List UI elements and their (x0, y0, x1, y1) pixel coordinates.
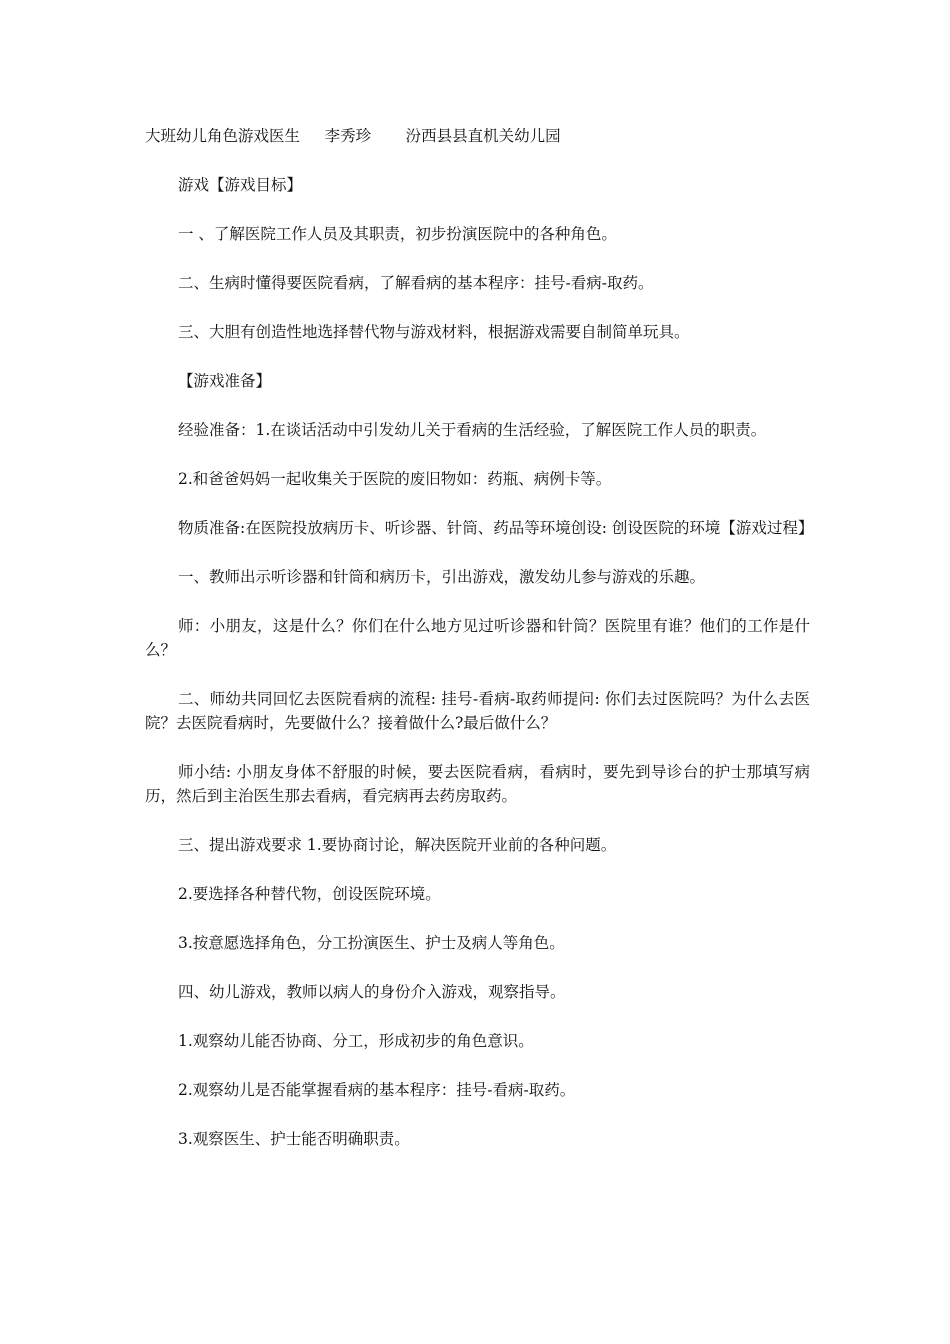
goal-item-1: 一 、了解医院工作人员及其职责，初步扮演医院中的各种角色。 (178, 225, 617, 243)
process-step-1: 一、教师出示听诊器和针筒和病历卡，引出游戏，激发幼儿参与游戏的乐趣。 (178, 568, 706, 586)
preparation-experience: 经验准备：1.在谈话活动中引发幼儿关于看病的生活经验，了解医院工作人员的职责。 (178, 421, 767, 439)
observation-3: 3.观察医生、护士能否明确职责。 (178, 1130, 410, 1148)
organization-name: 汾西县县直机关幼儿园 (405, 127, 561, 145)
section-heading-preparation: 【游戏准备】 (178, 372, 272, 390)
process-step-4: 四、幼儿游戏，教师以病人的身份介入游戏，观察指导。 (178, 983, 566, 1001)
goal-item-2: 二、生病时懂得要医院看病，了解看病的基本程序：挂号-看病-取药。 (178, 274, 654, 292)
requirement-3: 3.按意愿选择角色，分工扮演医生、护士及病人等角色。 (178, 934, 565, 952)
goal-item-3: 三、大胆有创造性地选择替代物与游戏材料，根据游戏需要自制简单玩具。 (178, 323, 690, 341)
observation-1: 1.观察幼儿能否协商、分工，形成初步的角色意识。 (178, 1032, 534, 1050)
process-step-2: 二、师幼共同回忆去医院看病的流程: 挂号-看病-取药师提问: 你们去过医院吗？为什么去医院？去医院看病时，先要做什么？接着做什么?最后做什么？ (145, 690, 810, 732)
process-step-3: 三、提出游戏要求 1.要协商讨论，解决医院开业前的各种问题。 (178, 836, 617, 854)
document-body (145, 124, 814, 1176)
teacher-summary: 师小结: 小朋友身体不舒服的时候，要去医院看病，看病时，要先到导诊台的护士那填写病历，然后到主治医生那去看病，看完病再去药房取药。 (145, 763, 810, 805)
document-title-line (145, 124, 810, 148)
requirement-2: 2.要选择各种替代物，创设医院环境。 (178, 885, 441, 903)
observation-2: 2.观察幼儿是否能掌握看病的基本程序：挂号-看病-取药。 (178, 1081, 576, 1099)
section-heading-goals: 游戏【游戏目标】 (178, 176, 303, 194)
author-name: 李秀珍 (324, 127, 372, 145)
preparation-material: 物质准备:在医院投放病历卡、听诊器、针筒、药品等环境创设: 创设医院的环境【游戏过程】 (178, 519, 814, 537)
teacher-question: 师：小朋友，这是什么？你们在什么地方见过听诊器和针筒？医院里有谁？他们的工作是什么？ (145, 617, 810, 659)
document-title: 大班幼儿角色游戏医生 (145, 127, 301, 145)
preparation-collect: 2.和爸爸妈妈一起收集关于医院的废旧物如：药瓶、病例卡等。 (178, 470, 612, 488)
